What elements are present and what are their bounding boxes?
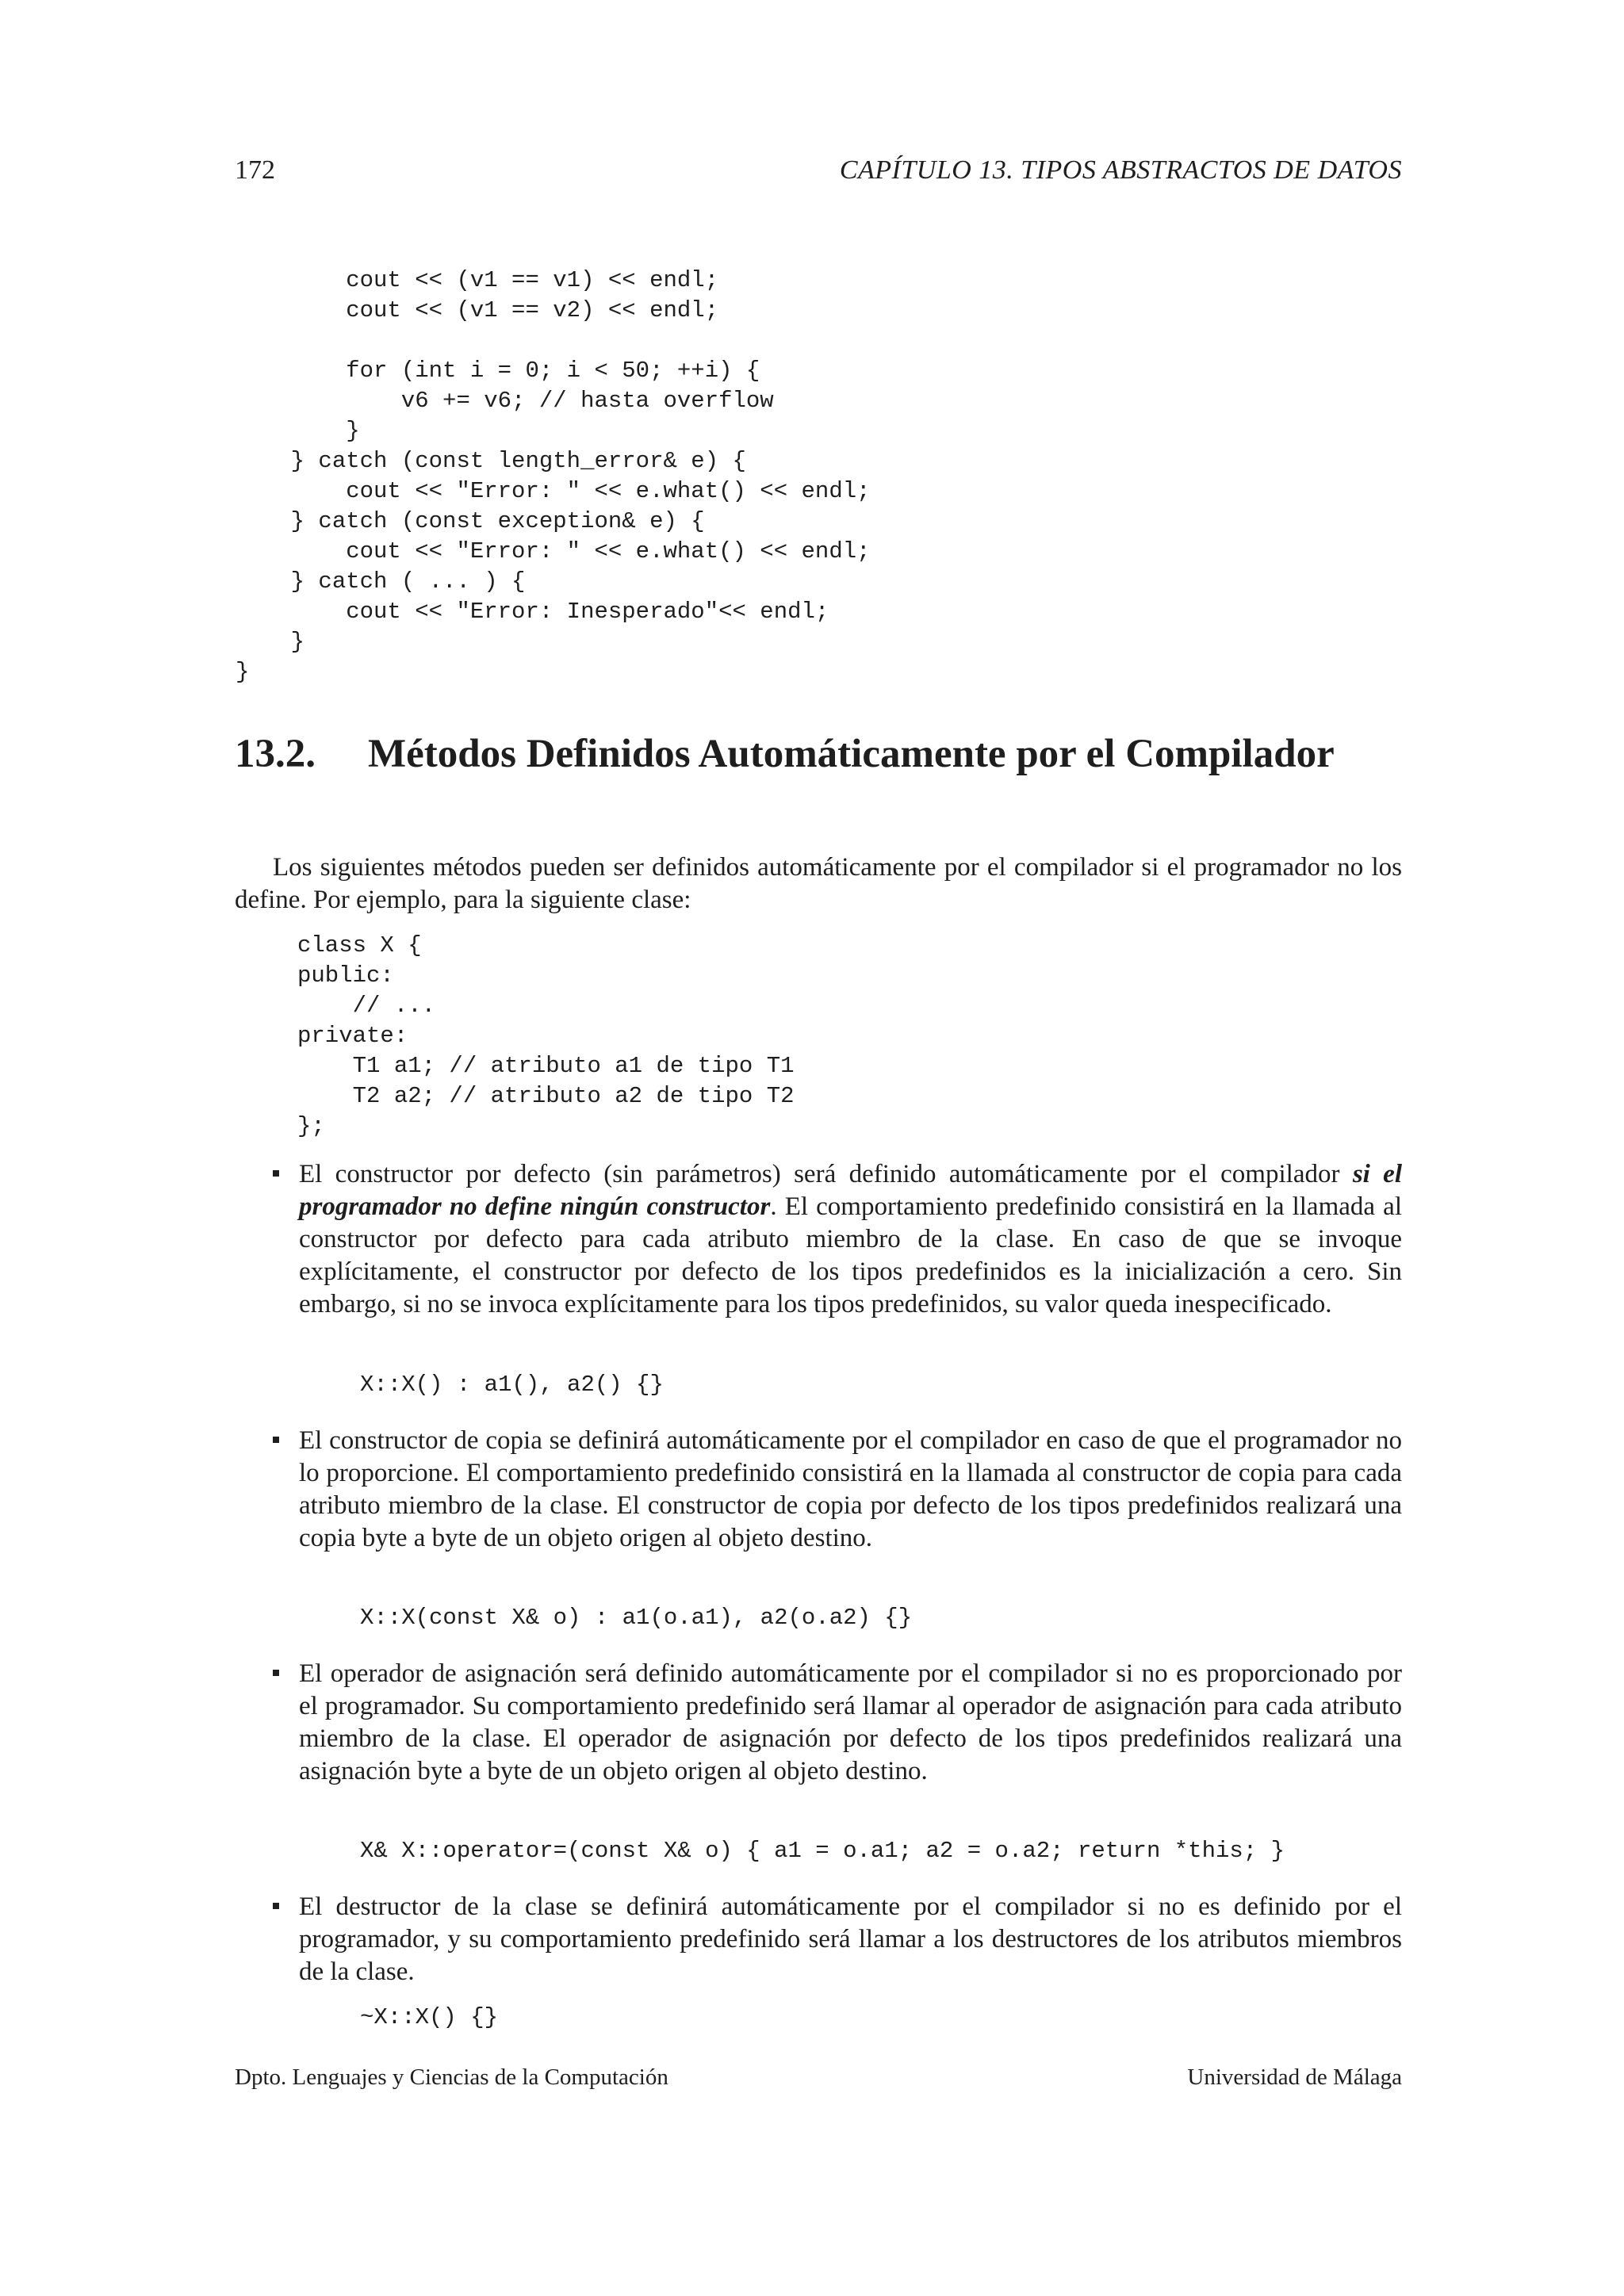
list-item-text-before: El constructor por defecto (sin parámetros) será definido automáticamente por el compilador [299, 1160, 1353, 1188]
list-item-text-before: El operador de asignación será definido automáticamente por el compilador si no es proporcionado por el programador. Su comportamiento predefinido será llamar al operador de asignación para cada atributo miembro de la clase. El operador de asignación por defecto de los tipos predefinidos realizará una asignación byte a byte de un objeto origen al objeto destino. [299, 1659, 1402, 1785]
code-default-constructor: X::X() : a1(), a2() {} [360, 1372, 664, 1398]
code-destructor: ~X::X() {} [360, 2004, 499, 2030]
section-title: Métodos Definidos Automáticamente por el Compilador [368, 732, 1335, 776]
chapter-title: CAPÍTULO 13. TIPOS ABSTRACTOS DE DATOS [839, 155, 1402, 185]
code-copy-constructor: X::X(const X& o) : a1(o.a1), a2(o.a2) {} [360, 1605, 913, 1631]
list-item-text [299, 1158, 1402, 1321]
section-number: 13.2. [235, 732, 316, 776]
bullet-marker [273, 1170, 279, 1177]
bullet-marker [273, 1903, 279, 1909]
footer-university: Universidad de Málaga [1187, 2064, 1402, 2090]
list-item-text [299, 1658, 1402, 1788]
list-item-text [299, 1891, 1402, 1988]
intro-paragraph [235, 851, 1402, 916]
list-item-text-before: El destructor de la clase se definirá automáticamente por el compilador si no es definido por el programador, y su comportamiento predefinido será llamar a los destructores de los atributos miembros de la clase. [299, 1892, 1402, 1986]
code-block-exceptions: cout << (v1 == v1) << endl; cout << (v1 == v2) << endl; for (int i = 0; i < 50; ++i) { v6 += v6; // hasta overflow } } catch (const length_error& e) { cout << "Error: " << e.what() << endl; } catch (const exception& e) { cout << "Error: " << e.what() << endl; } catch ( ... ) { cout << "Error: Inesperado"<< endl; } } [236, 267, 871, 685]
code-assignment-operator: X& X::operator=(const X& o) { a1 = o.a1; a2 = o.a2; return *this; } [360, 1838, 1285, 1864]
list-item-text [299, 1425, 1402, 1555]
emphasis-text: si el programador no define ningún constructor [299, 1160, 1402, 1221]
footer-department: Dpto. Lenguajes y Ciencias de la Computación [235, 2064, 668, 2090]
page-number: 172 [235, 155, 275, 185]
page-header [235, 155, 1402, 195]
intro-text: Los siguientes métodos pueden ser definidos automáticamente por el compilador si el programador no los define. Por ejemplo, para la siguiente clase: [235, 853, 1402, 914]
list-item-text-after: . El comportamiento predefinido consistirá en la llamada al constructor por defecto para cada atributo miembro de la clase. En caso de que se invoque explícitamente, el constructor por defecto de los tipos predefinidos es la inicialización a cero. Sin embargo, si no se invoca explícitamente para los tipos predefinidos, su valor queda inespecificado. [299, 1192, 1402, 1318]
code-block-class: class X { public: // ... private: T1 a1; // atributo a1 de tipo T1 T2 a2; // atributo a2 de tipo T2 }; [297, 932, 795, 1139]
bullet-marker [273, 1437, 279, 1443]
page-footer [235, 2064, 1402, 2096]
bullet-marker [273, 1670, 279, 1676]
list-item-text-before: El constructor de copia se definirá automáticamente por el compilador en caso de que el programador no lo proporcione. El comportamiento predefinido consistirá en la llamada al constructor de copia para cada atributo miembro de la clase. El constructor de copia por defecto de los tipos predefinidos realizará una copia byte a byte de un objeto origen al objeto destino. [299, 1426, 1402, 1552]
